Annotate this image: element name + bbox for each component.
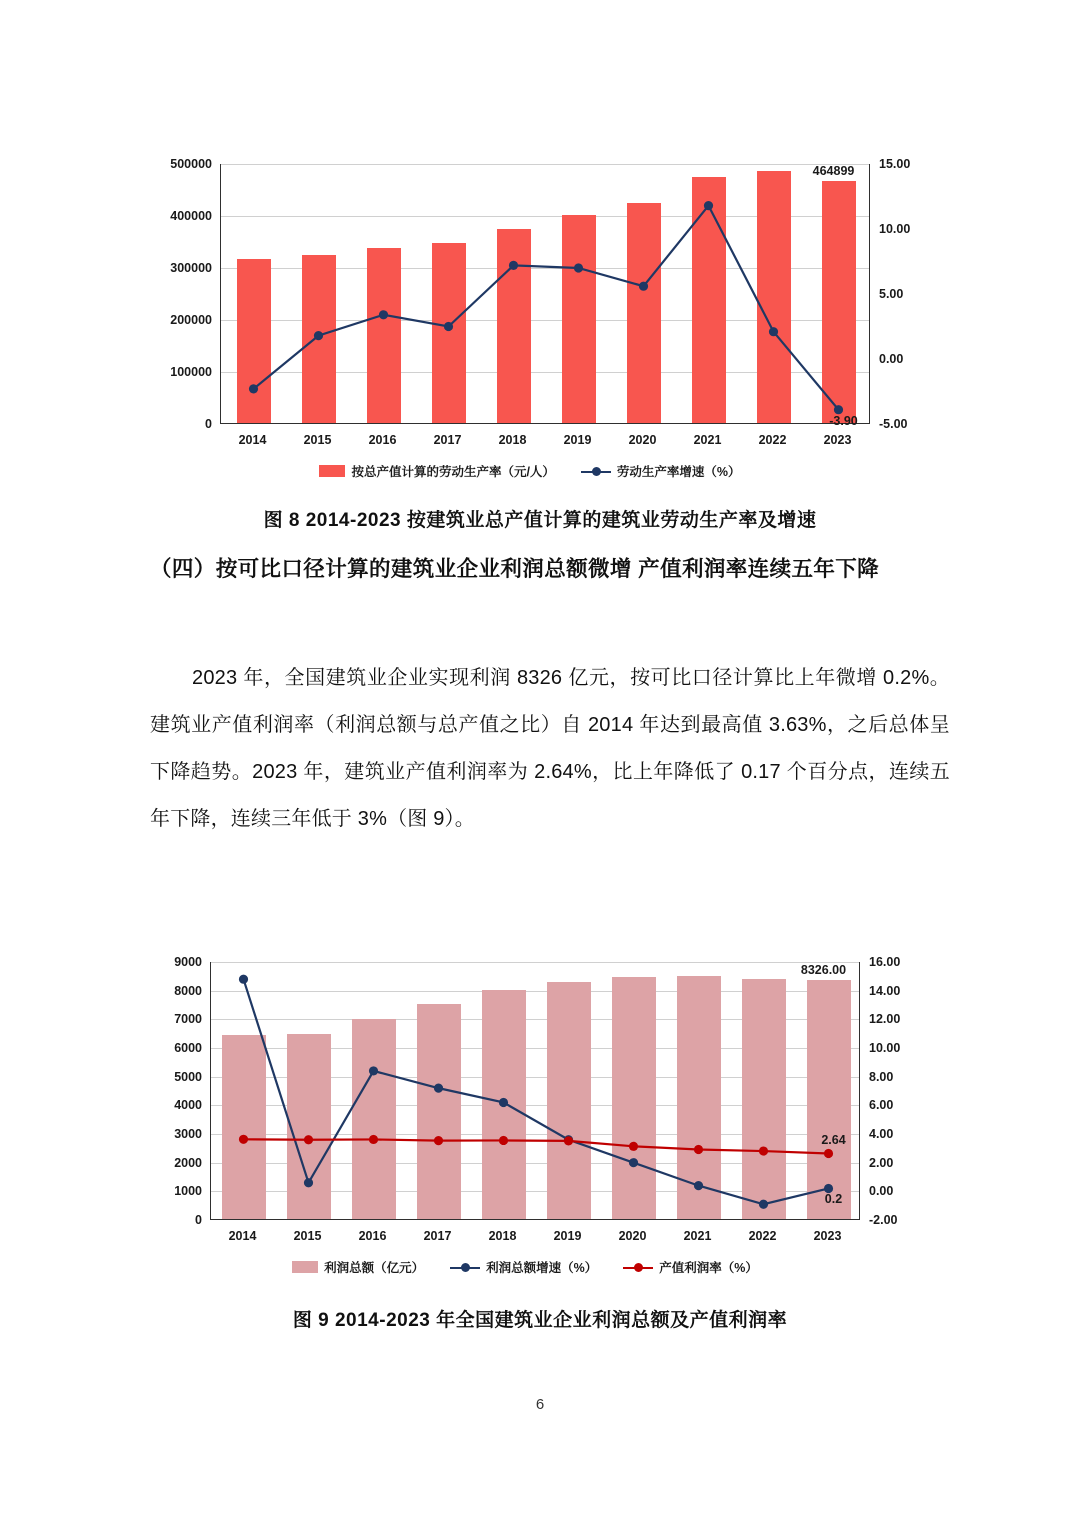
series-point (434, 1136, 443, 1145)
legend-bar-swatch (319, 465, 345, 477)
secondary-y-axis-tick-label: 10.00 (869, 1041, 901, 1055)
legend-label: 利润总额增速（%） (486, 1261, 598, 1275)
series-point (704, 201, 713, 210)
x-axis-tick-label: 2020 (628, 433, 657, 447)
series-point (304, 1178, 313, 1187)
y-axis-tick-label: 300000 (170, 261, 212, 275)
secondary-y-axis-tick-label: 8.00 (869, 1069, 894, 1084)
series-point (249, 384, 258, 393)
legend-item[interactable] (319, 462, 554, 480)
x-axis-tick-label: 2022 (758, 433, 787, 447)
page-number: 6 (535, 1396, 545, 1413)
secondary-y-axis-tick-label: 14.00 (869, 983, 901, 998)
x-axis-tick-label: 2014 (238, 433, 267, 447)
legend-item[interactable] (292, 1258, 424, 1276)
series-point (564, 1136, 573, 1145)
series-point (434, 1084, 443, 1093)
secondary-y-axis-tick-label: 10.00 (879, 222, 911, 236)
y-axis-tick-label: 1000 (174, 1184, 202, 1199)
x-axis-tick-label: 2018 (498, 433, 527, 447)
secondary-y-axis-tick-label: 12.00 (869, 1012, 901, 1027)
legend-bar-swatch (292, 1261, 318, 1273)
secondary-y-axis-tick-label: 2.00 (869, 1155, 894, 1170)
legend-label: 产值利润率（%） (659, 1261, 758, 1275)
secondary-y-axis-tick-label: 4.00 (869, 1127, 894, 1141)
plot-area (210, 962, 860, 1220)
series-point (499, 1098, 508, 1107)
legend-label: 按总产值计算的劳动生产率（元/人） (351, 465, 555, 479)
secondary-y-axis-tick-label: 0.00 (869, 1184, 894, 1199)
series-point (239, 975, 248, 984)
figure-8-chart (130, 150, 950, 480)
y-axis-tick-label: 100000 (170, 365, 212, 379)
figure-9-chart (130, 948, 950, 1278)
y-axis-tick-label: 7000 (174, 1012, 202, 1027)
secondary-y-axis-tick-label: 5.00 (879, 287, 904, 301)
series-point (509, 261, 518, 270)
legend-item[interactable] (623, 1258, 758, 1276)
x-axis-tick-label: 2015 (293, 1229, 322, 1243)
y-axis-tick-label: 0 (205, 417, 212, 431)
x-axis-tick-label: 2016 (368, 433, 397, 447)
secondary-y-axis-tick-label: -2.00 (869, 1213, 898, 1227)
series-point (239, 1135, 248, 1144)
y-axis-tick-label: 200000 (170, 313, 212, 327)
data-label: 2.64 (821, 1133, 846, 1148)
x-axis-tick-label: 2023 (823, 433, 852, 447)
x-axis-tick-label: 2021 (693, 433, 722, 447)
series-point (369, 1135, 378, 1144)
series-point (759, 1146, 768, 1155)
y-axis-tick-label: 8000 (174, 983, 202, 998)
series-point (694, 1181, 703, 1190)
secondary-y-axis-tick-label: 15.00 (879, 157, 911, 171)
line-series-layer (221, 164, 871, 424)
figure-8-caption: 图 8 2014-2023 按建筑业总产值计算的建筑业劳动生产率及增速 (263, 510, 817, 531)
data-label: 464899 (812, 164, 855, 179)
series-point (629, 1142, 638, 1151)
chart-legend (130, 1258, 920, 1276)
data-label: -3.90 (829, 413, 858, 428)
series-point (574, 263, 583, 272)
legend-line-swatch (450, 1262, 480, 1273)
series-point (369, 1066, 378, 1075)
data-label: 8326.00 (800, 963, 847, 978)
x-axis-tick-label: 2019 (563, 433, 592, 447)
x-axis-tick-label: 2015 (303, 433, 332, 447)
legend-line-swatch (623, 1262, 653, 1273)
series-point (694, 1145, 703, 1154)
series-point (769, 327, 778, 336)
x-axis-tick-label: 2021 (683, 1229, 712, 1243)
series-point (314, 331, 323, 340)
secondary-y-axis-tick-label: 0.00 (879, 352, 904, 366)
y-axis-tick-label: 3000 (174, 1127, 202, 1141)
series-line (254, 206, 839, 410)
y-axis-tick-label: 9000 (174, 955, 202, 969)
y-axis-tick-label: 400000 (170, 209, 212, 223)
series-point (759, 1200, 768, 1209)
legend-item[interactable] (450, 1258, 597, 1276)
legend-line-swatch (581, 466, 611, 477)
x-axis-tick-label: 2020 (618, 1229, 647, 1243)
series-point (379, 310, 388, 319)
figure-9-caption: 图 9 2014-2023 年全国建筑业企业利润总额及产值利润率 (292, 1310, 788, 1331)
legend-item[interactable] (581, 462, 741, 480)
y-axis-tick-label: 500000 (170, 157, 212, 171)
secondary-y-axis-tick-label: 16.00 (869, 955, 901, 969)
y-axis-tick-label: 0 (195, 1213, 202, 1227)
x-axis-tick-label: 2022 (748, 1229, 777, 1243)
secondary-y-axis-tick-label: 6.00 (869, 1098, 894, 1113)
series-point (304, 1135, 313, 1144)
body-paragraph (150, 655, 950, 843)
chart-legend (130, 462, 930, 480)
series-point (639, 282, 648, 291)
secondary-y-axis-tick-label: -5.00 (879, 417, 908, 431)
x-axis-tick-label: 2017 (423, 1229, 452, 1243)
y-axis-tick-label: 4000 (174, 1098, 202, 1113)
body-paragraph-text: 2023 年，全国建筑业企业实现利润 8326 亿元，按可比口径计算比上年微增 0.2%。建筑业产值利润率（利润总额与总产值之比）自 2014 年达到最高值 3.63%，之后总体呈下降趋势。2023 年，建筑业产值利润率为 2.64%，比上年降低了 0.17 个百分点，连续五年下降，连续三年低于 3%（图 9）。 (150, 667, 950, 830)
y-axis-tick-label: 2000 (174, 1155, 202, 1170)
data-label: 0.2 (824, 1192, 843, 1207)
x-axis-tick-label: 2017 (433, 433, 462, 447)
x-axis-tick-label: 2023 (813, 1229, 842, 1243)
x-axis-tick-label: 2019 (553, 1229, 582, 1243)
x-axis-tick-label: 2014 (228, 1229, 257, 1243)
y-axis-tick-label: 6000 (174, 1041, 202, 1055)
legend-label: 利润总额（亿元） (324, 1261, 425, 1275)
series-point (444, 322, 453, 331)
y-axis-tick-label: 5000 (174, 1069, 202, 1084)
line-series-layer (211, 962, 861, 1220)
series-point (824, 1149, 833, 1158)
x-axis-tick-label: 2018 (488, 1229, 517, 1243)
legend-label: 劳动生产率增速（%） (616, 465, 741, 479)
section-heading: （四）按可比口径计算的建筑业企业利润总额微增 产值利润率连续五年下降 (150, 557, 880, 581)
series-point (629, 1158, 638, 1167)
series-line (244, 979, 829, 1204)
series-point (499, 1136, 508, 1145)
plot-area (220, 164, 870, 424)
x-axis-tick-label: 2016 (358, 1229, 387, 1243)
